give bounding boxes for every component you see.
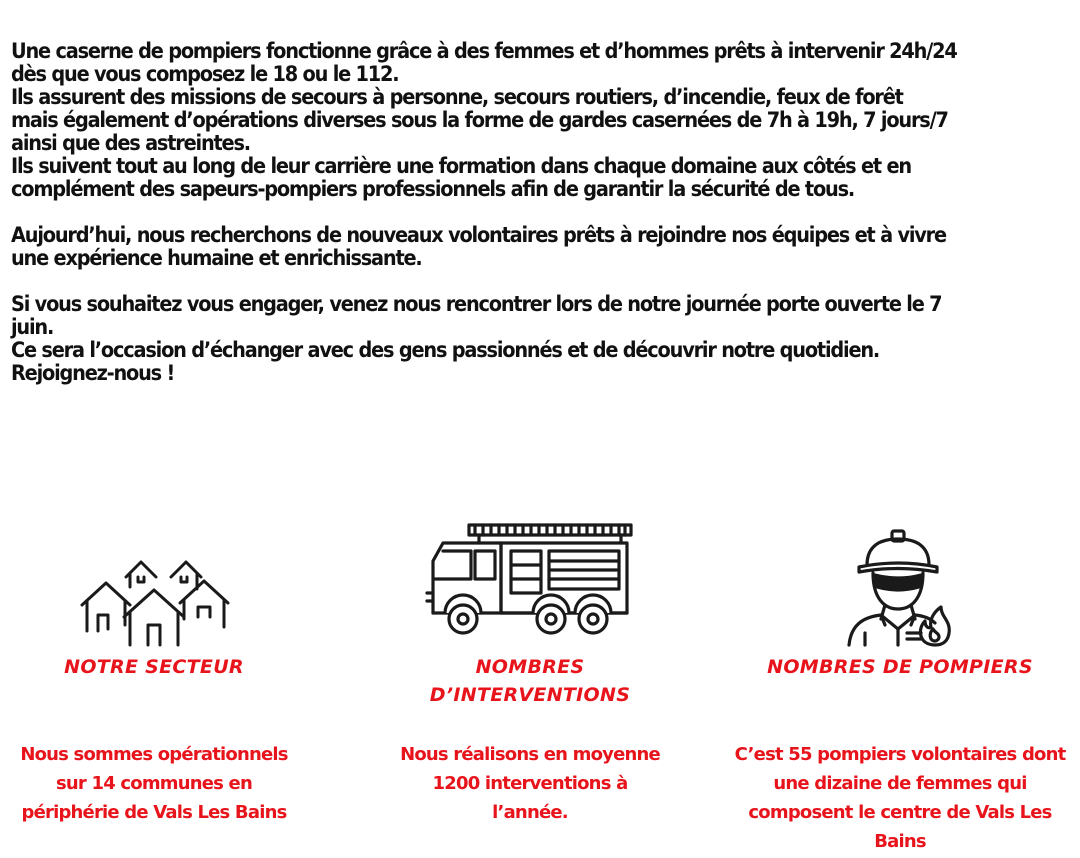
intro-text	[11, 40, 992, 385]
firefighters-heading	[730, 653, 1070, 681]
intro-line: ainsi que des astreintes.	[11, 131, 250, 155]
houses-icon	[74, 547, 234, 647]
heading-line: NOMBRES DE POMPIERS	[767, 656, 1033, 678]
firefighters-column	[730, 515, 1070, 852]
description-line: Nous sommes opérationnels	[20, 744, 288, 765]
sector-description	[0, 740, 324, 827]
firefighter-icon-wrap	[730, 515, 1070, 647]
intro-line: Ils suivent tout au long de leur carrière une formation dans chaque domaine aux côtés et en	[11, 154, 911, 178]
paragraph-gap	[11, 270, 992, 293]
interventions-description	[360, 740, 700, 827]
firefighters-description	[730, 740, 1070, 856]
sector-heading	[0, 653, 324, 681]
interventions-heading	[360, 653, 700, 709]
description-line: une dizaine de femmes qui	[773, 773, 1027, 794]
firefighter-icon	[845, 529, 955, 647]
interventions-column	[360, 515, 700, 823]
intro-line: Ce sera l’occasion d’échanger avec des gens passionnés et de découvrir notre quotidien.	[11, 338, 880, 362]
intro-line: Aujourd’hui, nous recherchons de nouveaux volontaires prêts à rejoindre nos équipes et à vivre	[11, 223, 946, 247]
intro-line: une expérience humaine et enrichissante.	[11, 246, 422, 270]
heading-line: NOMBRES	[475, 656, 585, 678]
heading-line: D’INTERVENTIONS	[429, 684, 631, 706]
fire-truck-icon	[425, 519, 635, 647]
intro-line: complément des sapeurs-pompiers professionnels afin de garantir la sécurité de tous.	[11, 177, 855, 201]
description-line: périphérie de Vals Les Bains	[21, 802, 287, 823]
description-line: Bains	[874, 831, 926, 852]
houses-icon-wrap	[0, 515, 324, 647]
description-line: C’est 55 pompiers volontaires dont	[734, 744, 1066, 765]
description-line: l’année.	[492, 802, 568, 823]
intro-line: Si vous souhaitez vous engager, venez nous rencontrer lors de notre journée porte ouverte le 7	[11, 292, 942, 316]
fire-truck-icon-wrap	[360, 515, 700, 647]
heading-line: NOTRE SECTEUR	[64, 656, 244, 678]
intro-line: Une caserne de pompiers fonctionne grâce à des femmes et d’hommes prêts à intervenir 24h/24	[11, 39, 957, 63]
intro-line: Ils assurent des missions de secours à personne, secours routiers, d’incendie, feux de forêt	[11, 85, 903, 109]
description-line: Nous réalisons en moyenne	[400, 744, 660, 765]
description-line: 1200 interventions à	[432, 773, 628, 794]
description-line: composent le centre de Vals Les	[748, 802, 1052, 823]
sector-column	[0, 515, 324, 823]
intro-line: dès que vous composez le 18 ou le 112.	[11, 62, 399, 86]
description-line: sur 14 communes en	[56, 773, 252, 794]
intro-line: juin.	[11, 315, 54, 339]
intro-line: mais également d’opérations diverses sous la forme de gardes casernées de 7h à 19h, 7 jours/7	[11, 108, 948, 132]
paragraph-gap	[11, 201, 992, 224]
intro-line: Rejoignez-nous !	[11, 361, 175, 385]
